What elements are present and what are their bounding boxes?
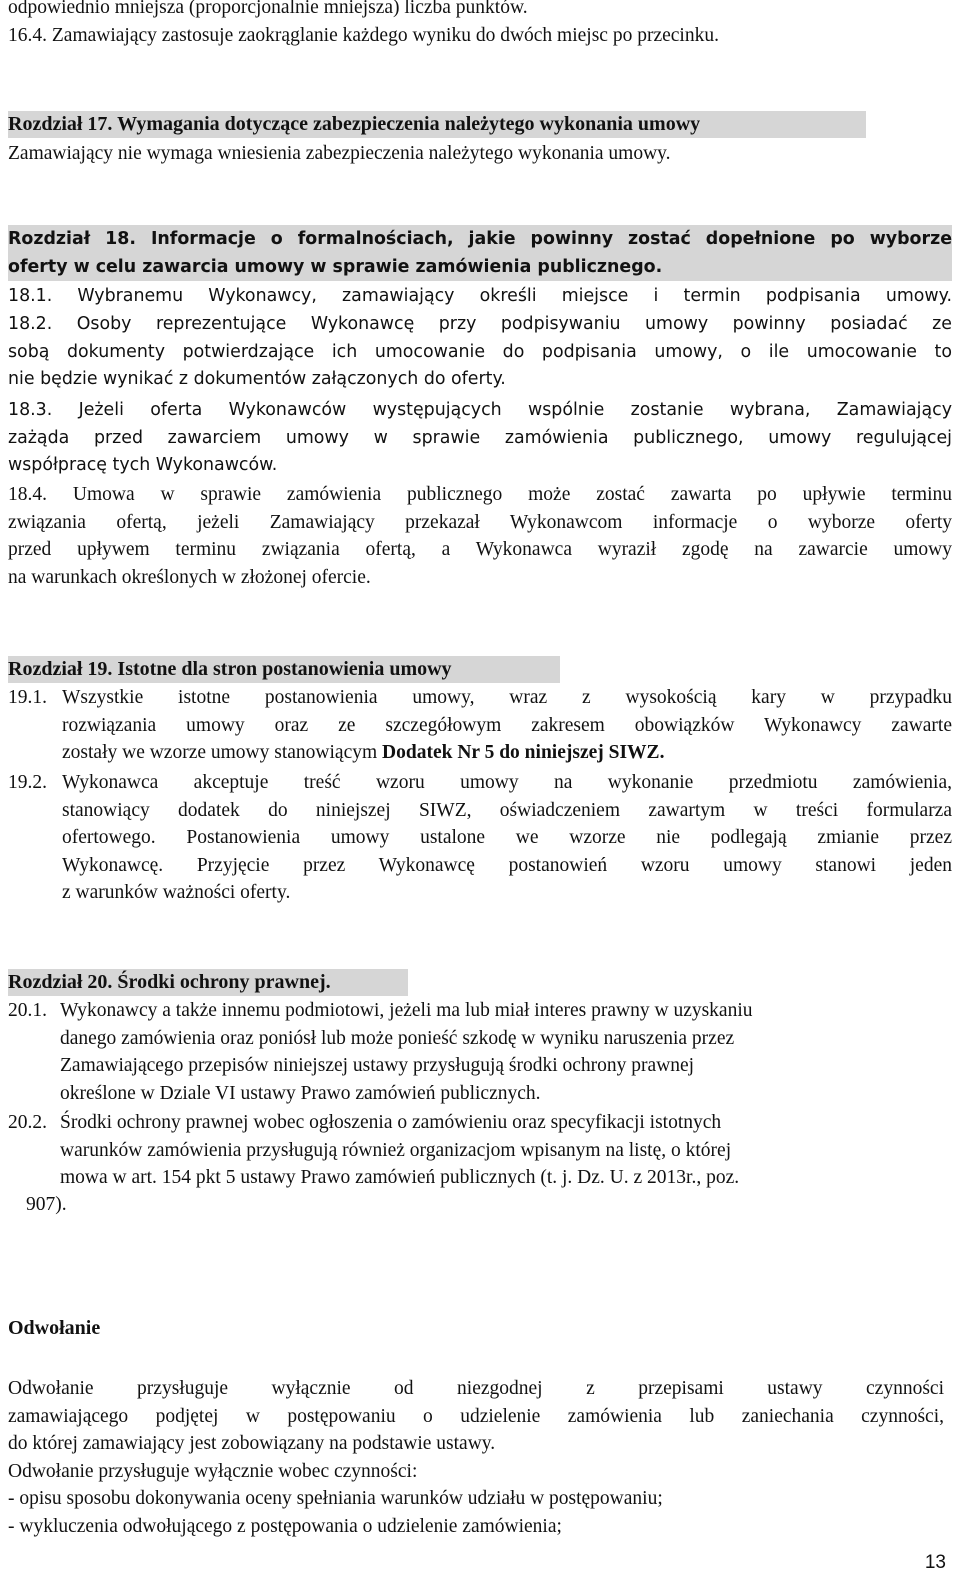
list-item: - opisu sposobu dokonywania oceny spełniania warunków udziału w postępowaniu; (8, 1488, 663, 1509)
text-line: warunków zamówienia przysługują również organizacjom wpisanym na listę, o której (60, 1139, 732, 1161)
text-line: Wykonawca akceptuje treść wzoru umowy na wykonanie przedmiotu zamówienia, (62, 772, 952, 793)
text-line: 18.3. Jeżeli oferta Wykonawców występujących wspólnie zostanie wybrana, Zamawiający (8, 400, 952, 420)
paragraph-18-3 (8, 397, 952, 480)
item-body (60, 997, 920, 1107)
text-line: mowa w art. 154 pkt 5 ustawy Prawo zamówień publicznych (t. j. Dz. U. z 2013r., poz. (60, 1167, 740, 1188)
chapter-20-heading: Rozdział 20. Środki ochrony prawnej. (8, 969, 408, 996)
item-20-1 (8, 997, 920, 1109)
text-line: odpowiednio mniejsza (proporcjonalnie mniejsza) liczba punktów. (8, 0, 528, 18)
item-number: 20.1. (8, 1000, 47, 1021)
text-line: Zamawiającego przepisów niniejszej ustawy przysługują środki ochrony prawnej (60, 1055, 695, 1076)
text-line: nie będzie wynikać z dokumentów załączonych do oferty. (8, 369, 506, 389)
text-run: zostały we wzorze umowy stanowiącym (62, 742, 383, 763)
heading-line: Rozdział 18. Informacje o formalnościach, jakie powinny zostać dopełnione po wyborze (8, 225, 952, 253)
item-number: 19.1. (8, 687, 47, 708)
text-line: do której zamawiający jest zobowiązany na podstawie ustawy. (8, 1433, 496, 1454)
item-body (60, 1109, 920, 1192)
text-line: Środki ochrony prawnej wobec ogłoszenia o zamówieniu oraz specyfikacji istotnych (60, 1112, 722, 1133)
text-line: 18.4. Umowa w sprawie zamówienia publicznego może zostać zawarta po upływie terminu (8, 484, 952, 505)
text-line: zamawiającego podjętej w postępowaniu o udzielenie zamówienia lub zaniechania czynności, (8, 1405, 944, 1427)
text-line: Wykonawcę. Przyjęcie przez Wykonawcę postanowień wzoru umowy stanowi jeden (62, 854, 952, 876)
item-number: 20.2. (8, 1112, 47, 1133)
text-line: na warunkach określonych w złożonej ofercie. (8, 566, 371, 588)
text-line: określone w Dziale VI ustawy Prawo zamówień publicznych. (60, 1082, 541, 1104)
attachment-reference: Dodatek Nr 5 do niniejszej SIWZ. (382, 742, 665, 763)
text-line: z warunków ważności oferty. (62, 882, 291, 903)
appeal-paragraph (8, 1375, 944, 1540)
chapter-18-heading (8, 225, 952, 281)
paragraph-18-1 (8, 283, 952, 311)
item-body (62, 769, 952, 907)
text-line: Wszystkie istotne postanowienia umowy, wraz z wysokością kary w przypadku (62, 687, 952, 708)
chapter-17-heading: Rozdział 17. Wymagania dotyczące zabezpieczenia należytego wykonania umowy (8, 111, 866, 138)
text-line: stanowiący dodatek do niniejszej SIWZ, oświadczeniem zawartym w treści formularza (62, 799, 952, 821)
text-line (62, 739, 952, 767)
text-line: 907). (26, 1194, 67, 1215)
text-line: 16.4. Zamawiający zastosuje zaokrąglanie każdego wyniku do dwóch miejsc po przecinku. (8, 24, 719, 46)
appeal-heading: Odwołanie (8, 1317, 101, 1339)
paragraph-18-4 (8, 481, 952, 591)
heading-line: oferty w celu zawarcia umowy w sprawie zamówienia publicznego. (8, 253, 952, 281)
item-20-2 (8, 1109, 920, 1221)
text-line: rozwiązania umowy oraz ze szczegółowym zakresem obowiązków Wykonawcy zawarte (62, 714, 952, 736)
page-number: 13 (924, 1552, 946, 1573)
item-19-1 (8, 684, 952, 768)
item-number: 19.2. (8, 772, 47, 793)
text-line: ofertowego. Postanowienia umowy ustalone we wzorze nie podlegają zmianie przez (62, 827, 952, 848)
continuation-text (8, 0, 719, 49)
text-line: współpracę tych Wykonawców. (8, 455, 278, 475)
list-item: - wykluczenia odwołującego z postępowania o udzielenie zamówienia; (8, 1515, 562, 1537)
text-line: sobą dokumenty potwierdzające ich umocowanie do podpisania umowy, o ile umocowanie to (8, 341, 952, 362)
text-line: związania ofertą, jeżeli Zamawiający przekazał Wykonawcom informacje o wyborze oferty (8, 511, 952, 533)
item-19-2 (8, 769, 952, 909)
text-line: 18.2. Osoby reprezentujące Wykonawcę przy podpisywaniu umowy powinny posiadać ze (8, 314, 952, 334)
text-line: danego zamówienia oraz poniósł lub może ponieść szkodę w wyniku naruszenia przez (60, 1027, 735, 1049)
item-body (62, 684, 952, 767)
text-line: Wykonawcy a także innemu podmiotowi, jeżeli ma lub miał interes prawny w uzyskaniu (60, 1000, 753, 1021)
text-line: 18.1. Wybranemu Wykonawcy, zamawiający określi miejsce i termin podpisania umowy. (8, 286, 952, 306)
text-line: Odwołanie przysługuje wyłącznie wobec czynności: (8, 1460, 418, 1482)
text-line: zażąda przed zawarciem umowy w sprawie zamówienia publicznego, umowy regulującej (8, 427, 952, 448)
text-line: Odwołanie przysługuje wyłącznie od niezgodnej z przepisami ustawy czynności (8, 1378, 944, 1399)
chapter-19-heading: Rozdział 19. Istotne dla stron postanowienia umowy (8, 656, 560, 683)
chapter-17-text: Zamawiający nie wymaga wniesienia zabezpieczenia należytego wykonania umowy. (8, 143, 671, 164)
paragraph-18-2 (8, 311, 952, 394)
text-line: przed upływem terminu związania ofertą, a Wykonawca wyraził zgodę na zawarcie umowy (8, 539, 952, 560)
